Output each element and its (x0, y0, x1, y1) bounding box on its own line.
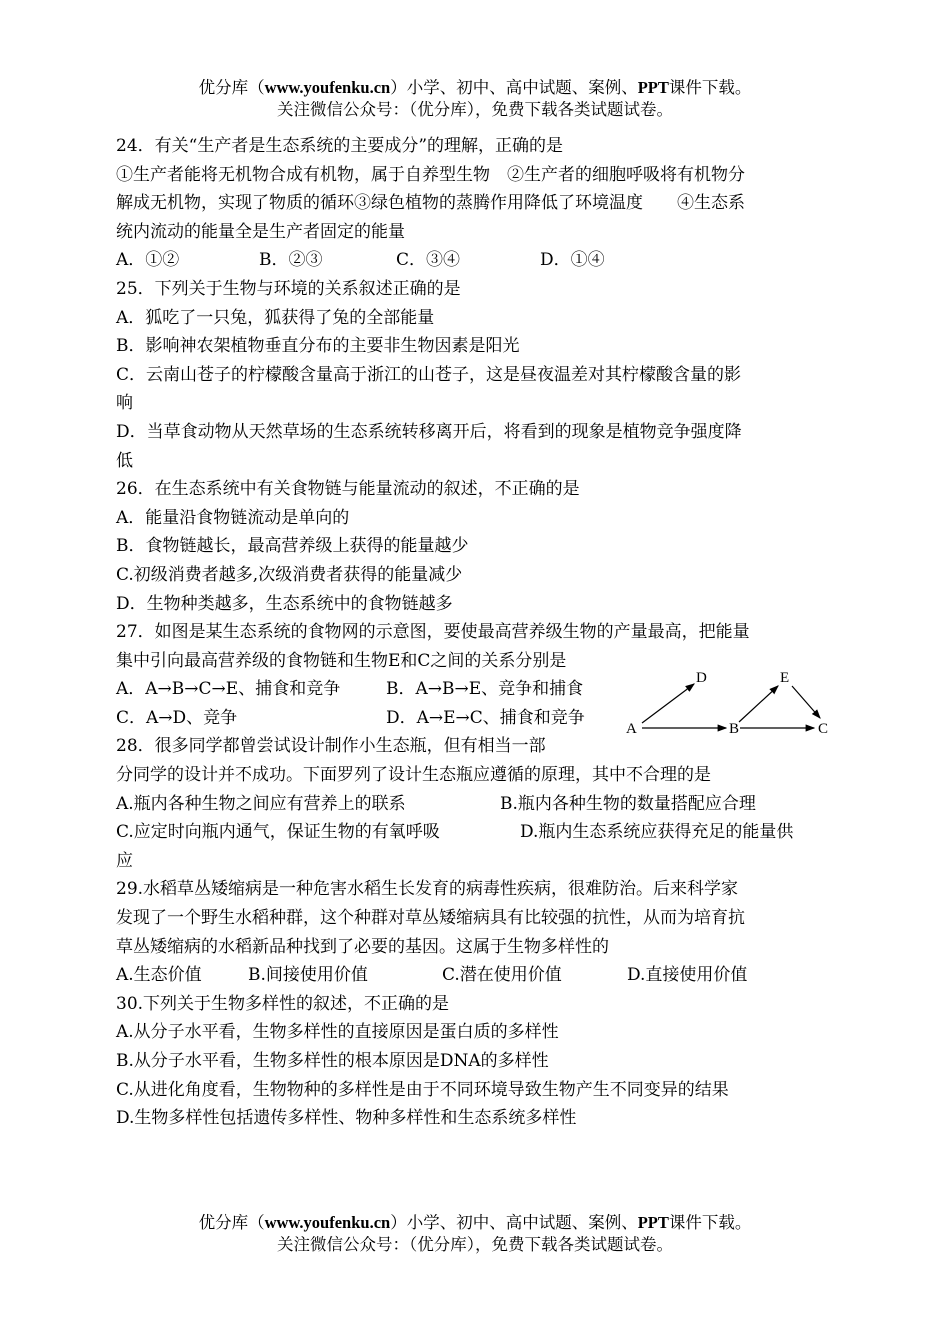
food-web-diagram (626, 668, 836, 743)
option-b: B．A→B→E、竞争和捕食 (386, 679, 584, 700)
question-stem: 30.下列关于生物多样性的叙述，不正确的是 (116, 993, 450, 1014)
footer-line-1 (0, 1212, 950, 1234)
node-b: B (729, 721, 740, 738)
question-28 (116, 732, 841, 875)
question-stem: 29.水稻草丛矮缩病是一种危害水稻生长发育的病毒性疾病，很难防治。后来科学家 (116, 879, 739, 900)
option-b: B．影响神农架植物垂直分布的主要非生物因素是阳光 (116, 336, 520, 357)
question-26 (116, 475, 841, 618)
option-d: D.瓶内生态系统应获得充足的能量供 (520, 822, 794, 843)
header-site-link[interactable]: www.youfenku.cn (264, 78, 391, 97)
question-29 (116, 875, 841, 989)
options-row (116, 790, 841, 819)
footer-text: PPT (637, 1213, 669, 1232)
question-24 (116, 132, 841, 275)
footer-text: 优分库（ (198, 1213, 265, 1232)
option-d: D.生物多样性包括遗传多样性、物种多样性和生态系统多样性 (116, 1108, 577, 1129)
node-c: C (818, 721, 829, 738)
question-25 (116, 275, 841, 475)
node-e: E (780, 670, 790, 687)
page-header-top (0, 77, 950, 121)
option-d: D．生物种类越多，生态系统中的食物链越多 (116, 593, 453, 614)
option-d: D．①④ (540, 250, 605, 271)
question-stem: 25．下列关于生物与环境的关系叙述正确的是 (116, 278, 461, 299)
question-text: 分同学的设计并不成功。下面罗列了设计生态瓶应遵循的原理，其中不合理的是 (116, 765, 711, 786)
question-stem: 28．很多同学都曾尝试设计制作小生态瓶，但有相当一部 (116, 736, 546, 757)
question-text: 草丛矮缩病的水稻新品种找到了必要的基因。这属于生物多样性的 (116, 936, 609, 957)
option-d: D．A→E→C、捕食和竞争 (386, 707, 585, 728)
option-b: B.瓶内各种生物的数量搭配应合理 (500, 793, 756, 814)
option-b: B．食物链越长，最高营养级上获得的能量越少 (116, 536, 469, 557)
node-d: D (696, 670, 707, 687)
node-a: A (626, 721, 637, 738)
page-footer (0, 1212, 950, 1256)
option-c: C.初级消费者越多,次级消费者获得的能量减少 (116, 564, 463, 585)
footer-text: ）小学、初中、高中试题、案例、 (390, 1213, 638, 1232)
arrow-e-to-c (792, 686, 820, 718)
option-a: A．狐吃了一只兔，狐获得了兔的全部能量 (116, 307, 435, 328)
option-a: A．A→B→C→E、捕食和竞争 (116, 679, 341, 700)
option-b: B.间接使用价值 (248, 965, 368, 986)
option-c: C.潜在使用价值 (442, 965, 562, 986)
arrow-b-to-e (739, 686, 778, 722)
option-a: A.瓶内各种生物之间应有营养上的联系 (116, 793, 406, 814)
header-text: ）小学、初中、高中试题、案例、 (390, 78, 638, 97)
header-text: 优分库（ (198, 78, 265, 97)
question-stem: 24．有关“生产者是生态系统的主要成分”的理解，正确的是 (116, 136, 564, 156)
header-text: PPT (637, 78, 669, 97)
question-stem: 27．如图是某生态系统的食物网的示意图，要使最高营养级生物的产量最高，把能量 (116, 622, 750, 643)
question-content (116, 132, 841, 1133)
options-row (116, 818, 841, 847)
header-text: 课件下载。 (668, 78, 752, 97)
option-d-wrap: 低 (116, 450, 133, 471)
option-c: C.从进化角度看，生物物种的多样性是由于不同环境导致生物产生不同变异的结果 (116, 1079, 729, 1100)
question-27 (116, 618, 841, 738)
option-c: C．③④ (396, 250, 461, 271)
question-text: ①生产者能将无机物合成有机物，属于自养型生物 ②生产者的细胞呼吸将有机物分 (116, 164, 745, 185)
question-text: 解成无机物，实现了物质的循环③绿色植物的蒸腾作用降低了环境温度 ④生态系 (116, 193, 745, 214)
option-b: B．②③ (259, 250, 323, 271)
question-text: 集中引向最高营养级的食物链和生物E和C之间的关系分别是 (116, 650, 567, 671)
options-row (116, 246, 841, 275)
arrow-a-to-d (642, 684, 694, 723)
option-c: C.应定时向瓶内通气，保证生物的有氧呼吸 (116, 822, 440, 843)
question-30 (116, 990, 841, 1133)
option-a: A.生态价值 (116, 965, 202, 986)
option-c: C．A→D、竞争 (116, 707, 238, 728)
option-d: D．当草食动物从天然草场的生态系统转移离开后，将看到的现象是植物竞争强度降 (116, 421, 742, 442)
option-a: A.从分子水平看，生物多样性的直接原因是蛋白质的多样性 (116, 1022, 559, 1043)
option-a: A．①② (116, 250, 180, 271)
option-c-wrap: 响 (116, 393, 133, 414)
footer-site-link[interactable]: www.youfenku.cn (264, 1213, 391, 1232)
option-a: A．能量沿食物链流动是单向的 (116, 507, 350, 528)
footer-text: 课件下载。 (668, 1213, 752, 1232)
option-d-wrap: 应 (116, 850, 133, 871)
option-b: B.从分子水平看，生物多样性的根本原因是DNA的多样性 (116, 1051, 549, 1071)
question-stem: 26．在生态系统中有关食物链与能量流动的叙述，不正确的是 (116, 479, 580, 500)
footer-line-2: 关注微信公众号：（优分库），免费下载各类试题试卷。 (277, 1235, 673, 1254)
option-c: C．云南山苍子的柠檬酸含量高于浙江的山苍子，这是昼夜温差对其柠檬酸含量的影 (116, 364, 742, 385)
question-text: 统内流动的能量全是生产者固定的能量 (116, 221, 405, 242)
options-row (116, 961, 841, 990)
option-d: D.直接使用价值 (627, 965, 748, 986)
header-line-1 (0, 77, 950, 99)
question-text: 发现了一个野生水稻种群，这个种群对草丛矮缩病具有比较强的抗性，从而为培育抗 (116, 908, 745, 929)
header-line-2: 关注微信公众号：（优分库），免费下载各类试题试卷。 (277, 100, 673, 119)
